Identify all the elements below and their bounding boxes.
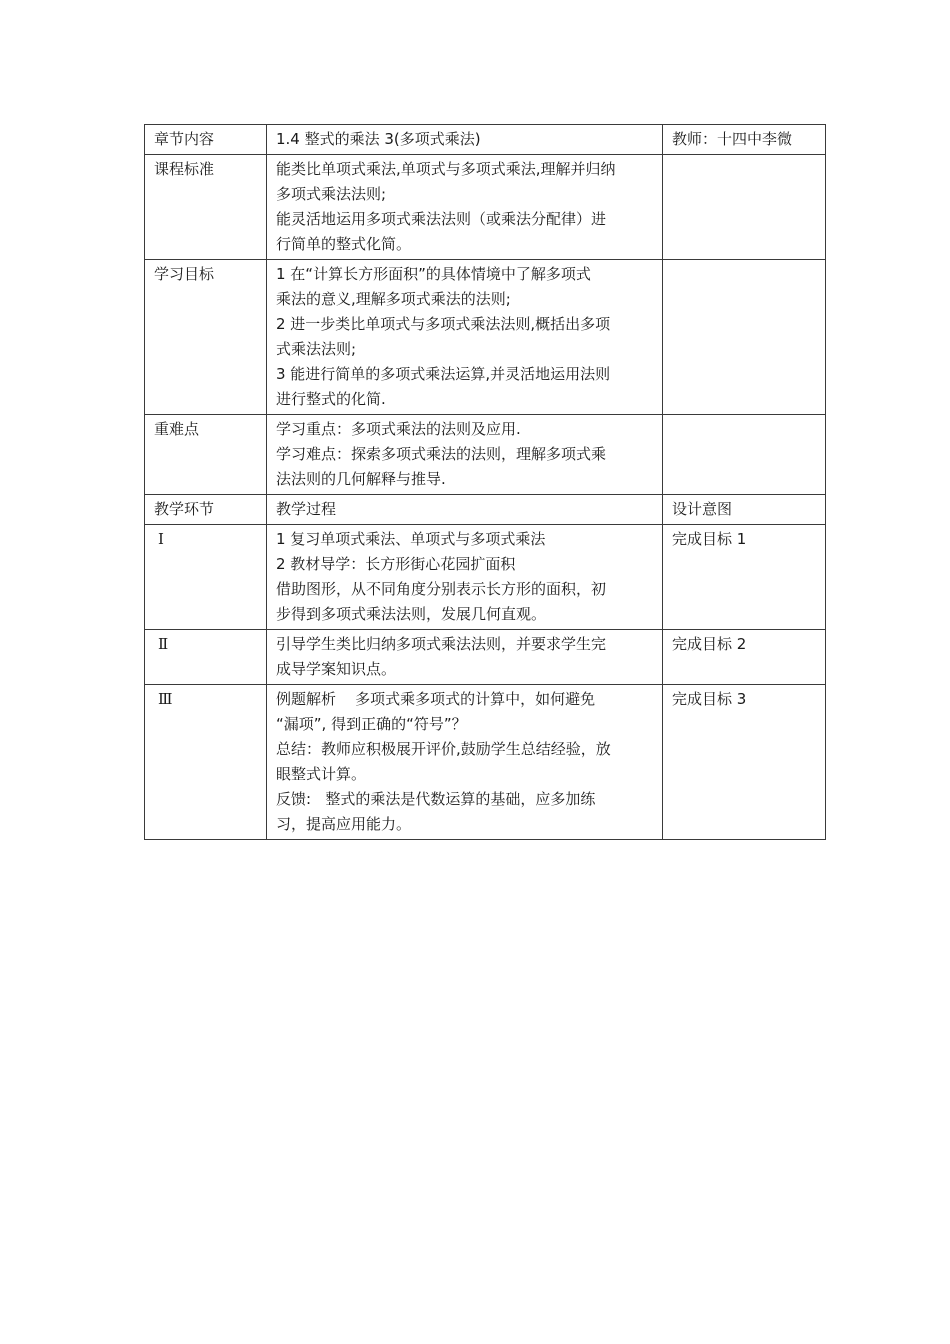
table-row-header (145, 125, 826, 155)
empty-cell (663, 260, 826, 415)
text-line: 例题解析 多项式乘多项式的计算中，如何避免 (276, 690, 596, 708)
empty-cell (663, 155, 826, 260)
objectives-content-cell (267, 260, 663, 415)
text-line: 进行整式的化简. (276, 390, 386, 408)
intent-header-cell: 设计意图 (663, 495, 826, 525)
stage-numeral-cell (145, 630, 267, 685)
text-line: 成导学案知识点。 (276, 660, 397, 678)
stage-process-cell (267, 685, 663, 840)
stage-intent-cell: 完成目标 2 (663, 630, 826, 685)
text-line: 能类比单项式乘法,单项式与多项式乘法,理解并归纳 (276, 160, 616, 178)
curriculum-content-cell (267, 155, 663, 260)
stage-numeral-cell (145, 525, 267, 630)
stage-numeral: Ⅲ (158, 690, 173, 708)
text-line: 2 进一步类比单项式与多项式乘法法则,概括出多项 (276, 315, 611, 333)
text-line: 借助图形，从不同角度分别表示长方形的面积，初 (276, 580, 607, 598)
text-line: 总结：教师应积极展开评价,鼓励学生总结经验，放 (276, 740, 611, 758)
text-line: 多项式乘法法则; (276, 185, 387, 203)
text-line: 式乘法法则; (276, 340, 357, 358)
table-row-stage-3 (145, 685, 826, 840)
curriculum-label-cell: 课程标准 (145, 155, 267, 260)
text-line: 1 复习单项式乘法、单项式与多项式乘法 (276, 530, 546, 548)
table-row-curriculum (145, 155, 826, 260)
stage-numeral: Ⅰ (158, 530, 164, 548)
table-row-key-points (145, 415, 826, 495)
chapter-title-cell: 1.4 整式的乘法 3(多项式乘法) (267, 125, 663, 155)
empty-cell (663, 415, 826, 495)
text-line: 引导学生类比归纳多项式乘法法则，并要求学生完 (276, 635, 607, 653)
text-line: 能灵活地运用多项式乘法法则（或乘法分配律）进 (276, 210, 607, 228)
text-line: 学习重点：多项式乘法的法则及应用. (276, 420, 521, 438)
stage-numeral: Ⅱ (158, 635, 169, 653)
key-points-content-cell (267, 415, 663, 495)
key-points-label-cell: 重难点 (145, 415, 267, 495)
text-line: 步得到多项式乘法法则，发展几何直观。 (276, 605, 547, 623)
text-line: 反馈: 整式的乘法是代数运算的基础，应多加练 (276, 790, 596, 808)
stage-process-cell (267, 630, 663, 685)
table-row-stage-1 (145, 525, 826, 630)
process-header-cell: 教学过程 (267, 495, 663, 525)
stage-header-cell: 教学环节 (145, 495, 267, 525)
teacher-cell: 教师：十四中李微 (663, 125, 826, 155)
stage-process-cell (267, 525, 663, 630)
text-line: 学习难点：探索多项式乘法的法则，理解多项式乘 (276, 445, 607, 463)
text-line: 法法则的几何解释与推导. (276, 470, 446, 488)
text-line: 1 在“计算长方形面积”的具体情境中了解多项式 (276, 265, 591, 283)
table-row-stage-2 (145, 630, 826, 685)
objectives-label-cell: 学习目标 (145, 260, 267, 415)
chapter-label-cell: 章节内容 (145, 125, 267, 155)
text-line: 乘法的意义,理解多项式乘法的法则; (276, 290, 511, 308)
text-line: 眼整式计算。 (276, 765, 367, 783)
text-line: 习，提高应用能力。 (276, 815, 412, 833)
text-line: 3 能进行简单的多项式乘法运算,并灵活地运用法则 (276, 365, 611, 383)
stage-intent-cell: 完成目标 1 (663, 525, 826, 630)
text-line: 2 教材导学：长方形街心花园扩面积 (276, 555, 516, 573)
stage-numeral-cell (145, 685, 267, 840)
text-line: “漏项”, 得到正确的“符号”？ (276, 715, 467, 733)
table-row-objectives (145, 260, 826, 415)
text-line: 行简单的整式化简。 (276, 235, 412, 253)
stage-intent-cell: 完成目标 3 (663, 685, 826, 840)
table-row-section-header (145, 495, 826, 525)
lesson-plan-table (144, 124, 826, 840)
